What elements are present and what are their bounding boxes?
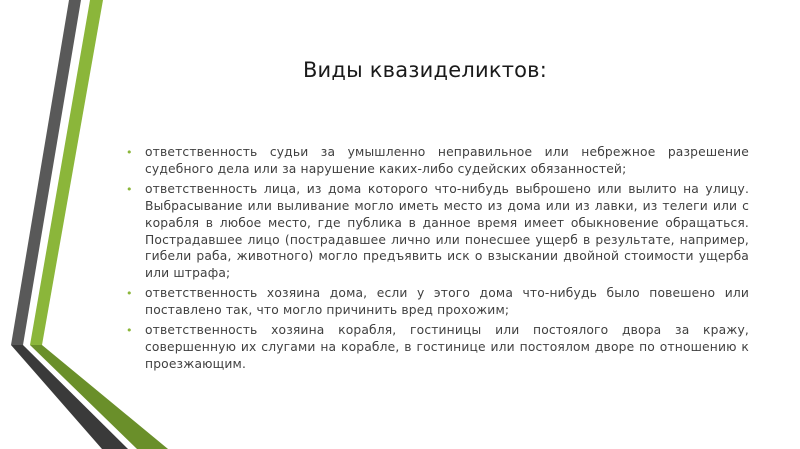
- bullet-icon: •: [126, 182, 133, 196]
- bullet-text: ответственность лица, из дома которого что-нибудь выброшено или вылито на улицу. Выбрасывание или выливание могло иметь место из дома или из лавки, из телеги или с корабля в любое место, где публика в данное время имеет обыкновение обращаться. Пострадавшее лицо (пострадавшее лично или понесшее ущерб в результате, например, гибели раба, животного) могло предъявить иск о взыскании двойной стоимости ущерба или штрафа;: [145, 181, 749, 281]
- stripe-dark-lower: [11, 345, 128, 449]
- list-item: [123, 322, 749, 373]
- bullet-text: ответственность судьи за умышленно неправильное или небрежное разрешение судебного дела или за нарушение каких-либо судейских обязанностей;: [145, 145, 749, 176]
- bullet-icon: •: [126, 146, 133, 159]
- bullet-text: ответственность хозяина корабля, гостиницы или постоялого двора за кражу, совершенную их слугами на корабле, в гостинице или постоялом дворе по отношению к проезжающим.: [145, 323, 749, 371]
- list-item: [123, 285, 749, 319]
- list-item: [123, 144, 749, 178]
- list-item: [123, 181, 749, 282]
- bullet-icon: •: [126, 287, 133, 301]
- bullet-text: ответственность хозяина дома, если у этого дома что-нибудь было повешено или поставлено так, что могло причинить вред прохожим;: [145, 286, 749, 318]
- bullet-list: [123, 144, 749, 376]
- slide-title: Виды квазиделиктов:: [302, 58, 548, 82]
- bullet-icon: •: [126, 324, 133, 338]
